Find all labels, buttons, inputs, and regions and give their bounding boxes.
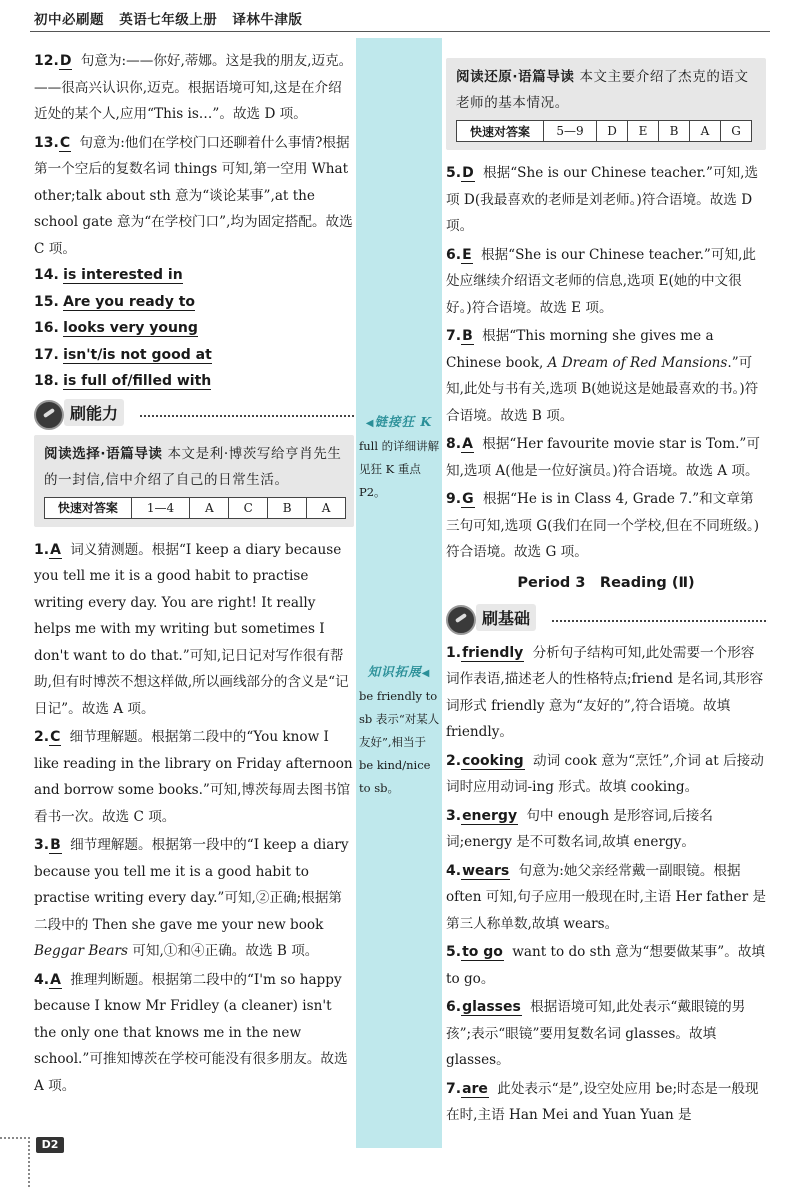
header-divider [30, 31, 770, 32]
dotted-rule [552, 620, 766, 622]
answer-item-4: 4.A 推理判断题。根据第二段中的“I'm so happy because I know Mr Fridley (a cleaner) isn't the only one that knows me in the new school.”可推知博茨在学校可能没有很多朋友。故选 A 项。 [34, 971, 348, 1094]
dotted-rule [140, 415, 354, 417]
answer-key: G [462, 491, 474, 507]
side-margin-band [356, 38, 442, 1148]
answer-key: are [462, 1080, 488, 1097]
fill-answer-7: 7.are 此处表示“是”,设空处应用 be;时态是一般现在时,主语 Han Mei and Yuan Yuan 是 [446, 1080, 759, 1123]
side-note-extension [356, 660, 442, 800]
side-note-link [356, 410, 442, 504]
answer-item-6: 6.E 根据“She is our Chinese teacher.”可知,此处应继续介绍语文老师的信息,选项 E(她的中文很好。)符合语境。故选 E 项。 [446, 246, 756, 316]
answer-item-8: 8.A 根据“Her favourite movie star is Tom.”可知,选项 A(他是一位好演员。)符合语境。故选 A 项。 [446, 436, 760, 479]
fill-item-16: 16. looks very young [34, 320, 198, 336]
table-cell: B [268, 497, 307, 518]
fill-item-14: 14. is interested in [34, 267, 183, 283]
explanation: 句意为:——你好,蒂娜。这是我的朋友,迈克。——很高兴认识你,迈克。根据语境可知,这是在介绍近处的某个人,应用“This is…”。故选 D 项。 [34, 53, 353, 122]
answer-key: glasses [462, 999, 521, 1015]
header-subject: 英语七年级上册 [119, 12, 218, 28]
triangle-icon: ◀ [365, 418, 375, 429]
table-cell: G [721, 121, 752, 142]
quick-answer-table [44, 497, 346, 519]
left-column [34, 48, 354, 1099]
triangle-icon: ◀ [421, 668, 431, 679]
pen-icon [34, 400, 64, 430]
side-note-body: be friendly to sb 表示“对某人友好”,相当于 be kind/nice to sb。 [359, 689, 440, 795]
table-range: 1—4 [131, 497, 190, 518]
answer-key: D [59, 53, 72, 69]
fill-answer-3: 3.energy 句中 enough 是形容词,后接名词;energy 是不可数名词,故填 energy。 [446, 807, 713, 850]
fill-answer-6: 6.glasses 根据语境可知,此处表示“戴眼镜的男孩”;表示“眼镜”要用复数名词 glasses。故填 glasses。 [446, 999, 746, 1068]
table-cell: B [659, 121, 690, 142]
page-header [34, 8, 312, 30]
table-range: 5—9 [544, 121, 597, 142]
table-cell: A [190, 497, 229, 518]
answer-item-5: 5.D 根据“She is our Chinese teacher.”可知,选项 D(我最喜欢的老师是刘老师。)符合语境。故选 D 项。 [446, 165, 759, 234]
quick-answer-table [456, 120, 752, 142]
table-cell: E [628, 121, 659, 142]
reading-intro-box [446, 58, 766, 150]
right-column [446, 58, 766, 1129]
period-title: Period 3 Reading (Ⅱ) [517, 574, 695, 591]
intro-lead: 阅读选择·语篇导读 [44, 445, 163, 462]
intro-lead: 阅读还原·语篇导读 [456, 69, 575, 85]
pen-icon [446, 605, 476, 635]
answer-item-2: 2.C 细节理解题。根据第二段中的“You know I like reading in the library on Friday afternoon and borrow some books.”可知,博茨每周去图书馆看书一次。故选 C 项。 [34, 729, 353, 825]
fill-item-17: 17. isn't/is not good at [34, 346, 212, 363]
reading-intro-box [34, 435, 354, 527]
intro-text: 本文是利·博茨写给亨肖先生的一封信,信中介绍了自己的日常生活。 [44, 445, 342, 488]
page-number: D2 [36, 1137, 64, 1153]
fill-answer-4: 4.wears 句意为:她父亲经常戴一副眼镜。根据 often 可知,句子应用一般现在时,主语 Her father 是第三人称单数,故填 wears。 [446, 862, 767, 932]
fill-answer-2: 2.cooking 动词 cook 意为“烹饪”,介词 at 后接动词时应用动词-ing 形式。故填 cooking。 [446, 752, 764, 795]
answer-item-9: 9.G 根据“He is in Class 4, Grade 7.”和文章第三句可知,选项 G(我们在同一个学校,但在不同班级。)符合语境。故选 G 项。 [446, 491, 760, 560]
header-edition: 译林牛津版 [232, 12, 303, 28]
fill-item-15: 15. Are you ready to [34, 293, 196, 310]
fill-item-18: 18. is full of/filled with [34, 373, 212, 389]
fill-answer-5: 5.to go want to do sth 意为“想要做某事”。故填 to go。 [446, 944, 766, 987]
answer-key: C [59, 134, 71, 151]
answer-item-1: 1.A 词义猜测题。根据“I keep a diary because you tell me it is a good habit to practise writing every day. You are right! It really helps me with my writing but sometimes I don't want to do that.”可知,记日记对写作很有帮助,但有时博茨不想这样做,所以画线部分的含义是“记日记”。故选 A 项。 [34, 541, 349, 717]
intro-text: 本文主要介绍了杰克的语文老师的基本情况。 [456, 69, 749, 111]
section-title: 刷能力 [64, 399, 124, 426]
answer-key: friendly [462, 644, 524, 661]
answer-item-7: 7.B 根据“This morning she gives me a Chinese book, A Dream of Red Mansions.”可知,此处与书有关,选项 B(她说这是她最喜欢的书。)符合语境。故选 B 项。 [446, 328, 759, 424]
answer-key: B [50, 837, 61, 853]
footer-dotted-rule [0, 1137, 30, 1139]
section-header-ability [34, 397, 354, 431]
answer-key: A [462, 436, 473, 452]
answer-item-12: 12.D 句意为:——你好,蒂娜。这是我的朋友,迈克。——很高兴认识你,迈克。根据语境可知,这是在介绍近处的某个人,应用“This is…”。故选 D 项。 [34, 53, 353, 122]
table-cell: D [597, 121, 628, 142]
table-cell: A [690, 121, 721, 142]
explanation: 句意为:他们在学校门口还聊着什么事情?根据第一个空后的复数名词 things 可知,第一空用 What other;talk about sth 意为“谈论某事”,at the school gate 意为“在学校门口”,均为固定搭配。故选 C 项。 [34, 134, 353, 257]
table-cell: A [307, 497, 346, 518]
table-cell: C [229, 497, 268, 518]
answer-key: D [462, 165, 474, 181]
answer-item-3: 3.B 细节理解题。根据第一段中的“I keep a diary because you tell me it is a good habit to practise writing every day.”可知,②正确;根据第二段中的 Then she gave me your new book Beggar Bears 可知,①和④正确。故选 B 项。 [34, 837, 349, 959]
footer-dotted-rule-vertical [28, 1137, 30, 1187]
answer-key: E [462, 246, 472, 263]
answer-key: cooking [462, 752, 524, 769]
fill-answer-1: 1.friendly 分析句子结构可知,此处需要一个形容词作表语,描述老人的性格特点;friend 是名词,其形容词形式 friendly 意为“友好的”,符合语境。故填 friendly。 [446, 644, 764, 740]
answer-key: to go [462, 944, 503, 960]
answer-key: B [462, 328, 473, 344]
side-note-title: 知识拓展 [367, 664, 422, 679]
answer-item-13: 13.C 句意为:他们在学校门口还聊着什么事情?根据第一个空后的复数名词 things 可知,第一空用 What other;talk about sth 意为“谈论某事”,at the school gate 意为“在学校门口”,均为固定搭配。故选 C 项。 [34, 134, 353, 257]
section-header-basic [446, 602, 766, 636]
answer-key: A [50, 971, 61, 988]
answer-key: A [50, 541, 61, 558]
answer-key: C [50, 729, 61, 745]
header-series: 初中必刷题 [34, 12, 104, 28]
table-label: 快速对答案 [457, 121, 544, 142]
answer-key: wears [462, 862, 510, 879]
section-title: 刷基础 [476, 604, 536, 631]
answer-key: energy [462, 807, 518, 824]
side-note-body: full 的详细讲解见狂 K 重点 P2。 [359, 439, 440, 499]
side-note-title: 链接狂 K [374, 414, 433, 429]
table-label: 快速对答案 [45, 497, 132, 518]
